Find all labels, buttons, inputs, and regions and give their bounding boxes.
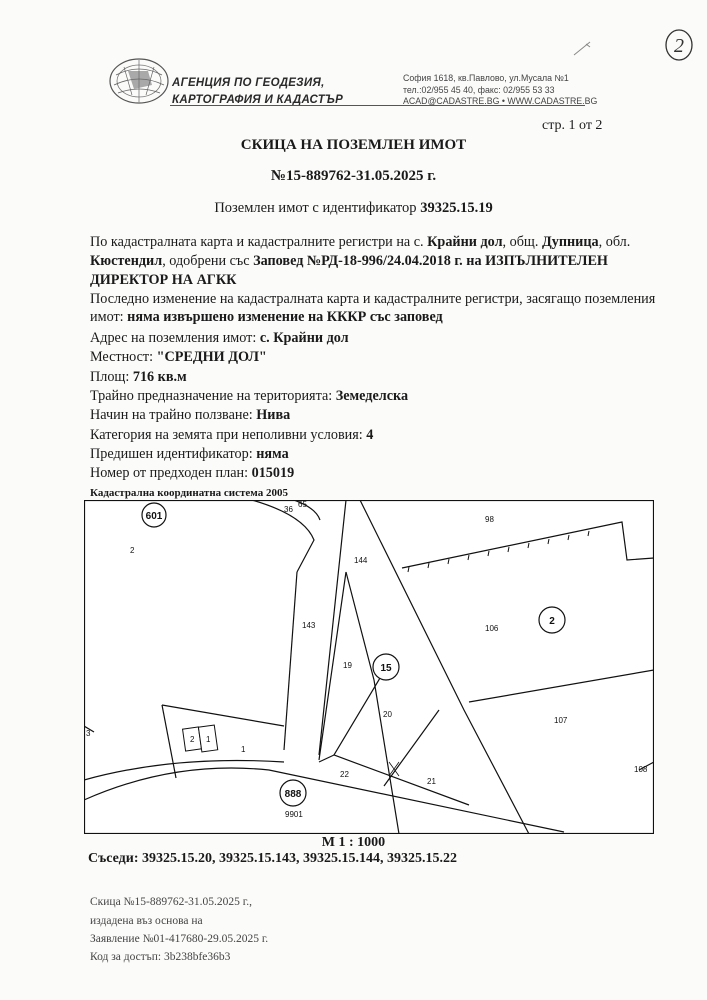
parcel-identifier-line xyxy=(0,200,707,217)
building-label-2: 2 xyxy=(190,735,195,744)
l1-municipality: Дупница xyxy=(541,234,599,250)
document-title: СКИЦА НА ПОЗЕМЛЕН ИМОТ xyxy=(240,137,467,153)
l1-tail: , обл. xyxy=(598,234,631,250)
neighbours-label: Съседи: xyxy=(88,851,142,866)
detail-line-5 xyxy=(90,309,443,326)
usage-label: Начин на трайно ползване: xyxy=(90,407,257,423)
parcel-label-21: 21 xyxy=(427,777,436,786)
usage-line xyxy=(90,407,290,424)
coordinate-system-label: Кадастрална координатна система 2005 xyxy=(90,487,288,499)
parcel-label-19: 19 xyxy=(343,661,352,670)
prev-id-value: няма xyxy=(256,446,289,462)
l1-text: По кадастралната карта и кадастралните регистри на с. xyxy=(90,234,428,250)
neighbours-value: 39325.15.20, 39325.15.143, 39325.15.144, 39325.15.22 xyxy=(142,851,457,866)
detail-line-3 xyxy=(90,272,236,289)
area-label: Площ: xyxy=(90,369,133,385)
parcel-label-36: 36 xyxy=(284,505,293,514)
prev-plan-value: 015019 xyxy=(251,465,295,481)
footer-line-1: Скица №15-889762-31.05.2025 г., xyxy=(90,896,252,908)
locality-value: "СРЕДНИ ДОЛ" xyxy=(156,349,267,365)
neighbours-line xyxy=(88,851,457,867)
agency-contacts xyxy=(403,73,597,108)
parcel-label-98: 98 xyxy=(485,515,494,524)
circle-label-601: 601 xyxy=(145,511,163,522)
address-line xyxy=(90,330,349,347)
category-line xyxy=(90,427,373,444)
parcel-label-106: 106 xyxy=(485,624,499,633)
handwritten-number-text: 2 xyxy=(674,35,684,57)
category-value: 4 xyxy=(366,427,374,443)
l2-mid: , одобрени със xyxy=(162,253,254,269)
parcel-label-107: 107 xyxy=(554,716,568,725)
handwritten-page-number xyxy=(664,28,694,62)
detail-line-4: Последно изменение на кадастралната карта и кадастралните регистри, засягащо поземления xyxy=(90,291,656,307)
contact-line2: тел.:02/955 45 40, факс: 02/955 53 33 xyxy=(403,84,555,95)
purpose-line xyxy=(90,388,408,405)
parcel-label-20: 20 xyxy=(383,710,392,719)
parcel-label-143: 143 xyxy=(302,621,316,630)
parcel-label-108: 108 xyxy=(634,765,648,774)
area-line xyxy=(90,369,187,386)
category-label: Категория на земята при неполивни условия: xyxy=(90,427,367,443)
identifier-prefix: Поземлен имот с идентификатор xyxy=(214,200,421,216)
identifier-value: 39325.15.19 xyxy=(420,200,493,216)
l5-value: няма извършено изменение на КККР със заповед xyxy=(127,309,443,325)
address-value: с. Крайни дол xyxy=(259,330,349,346)
parcel-label-22: 22 xyxy=(340,770,349,779)
parcel-label-9901: 9901 xyxy=(285,810,303,819)
locality-line xyxy=(90,349,267,366)
purpose-label: Трайно предназначение на територията: xyxy=(90,388,336,404)
detail-line-1 xyxy=(90,234,630,251)
detail-line-2 xyxy=(90,253,608,270)
agency-logo xyxy=(104,55,170,105)
prev-plan-label: Номер от предходен план: xyxy=(90,465,252,481)
agency-line1: АГЕНЦИЯ ПО ГЕОДЕЗИЯ, xyxy=(172,77,325,89)
l1-mid: , общ. xyxy=(502,234,542,250)
prev-id-label: Предишен идентификатор: xyxy=(90,446,257,462)
contact-line3: ACAD@CADASTRE.BG • WWW.CADASTRE.BG xyxy=(403,96,598,106)
l2-order: Заповед №РД-18-996/24.04.2018 г. на ИЗПЪЛНИТЕЛЕН xyxy=(253,253,608,269)
footer-line-4: Код за достъп: 3b238bfe36b3 xyxy=(90,951,231,963)
agency-line2: КАРТОГРАФИЯ И КАДАСТЪР xyxy=(172,94,344,106)
usage-value: Нива xyxy=(256,407,291,423)
l2-region: Кюстендил xyxy=(90,253,163,269)
contact-line1: София 1618, кв.Павлово, ул.Мусала №1 xyxy=(403,73,569,83)
l3-order: ДИРЕКТОР НА АГКК xyxy=(90,272,237,288)
purpose-value: Земеделска xyxy=(335,388,409,404)
header-divider xyxy=(170,105,585,106)
map-scale: M 1 : 1000 xyxy=(321,835,386,850)
locality-label: Местност: xyxy=(90,349,157,365)
previous-id-line xyxy=(90,446,289,463)
previous-plan-line xyxy=(90,465,294,482)
footer-line-2: издадена въз основа на xyxy=(90,915,203,927)
footer-line-3: Заявление №01-417680-29.05.2025 г. xyxy=(90,933,269,945)
circle-label-888: 888 xyxy=(284,789,302,800)
parcel-label-1: 1 xyxy=(241,745,246,754)
parcel-label-2: 2 xyxy=(130,546,135,555)
building-label-1: 1 xyxy=(206,735,211,744)
address-label: Адрес на поземления имот: xyxy=(90,330,260,346)
page-number: стр. 1 от 2 xyxy=(542,118,603,133)
parcel-label-65: 65 xyxy=(298,500,307,509)
circle-label-15: 15 xyxy=(380,663,392,674)
l1-village: Крайни дол xyxy=(427,234,503,250)
area-value: 716 кв.м xyxy=(132,369,187,385)
cadastral-map xyxy=(84,500,654,834)
parcel-label-144: 144 xyxy=(354,556,368,565)
agency-name xyxy=(172,75,343,109)
circle-label-2: 2 xyxy=(549,616,555,627)
pen-mark-icon xyxy=(572,38,594,58)
l5-label: имот: xyxy=(90,309,128,325)
document-number: №15-889762-31.05.2025 г. xyxy=(270,168,437,184)
parcel-label-3: 3 xyxy=(86,729,91,738)
